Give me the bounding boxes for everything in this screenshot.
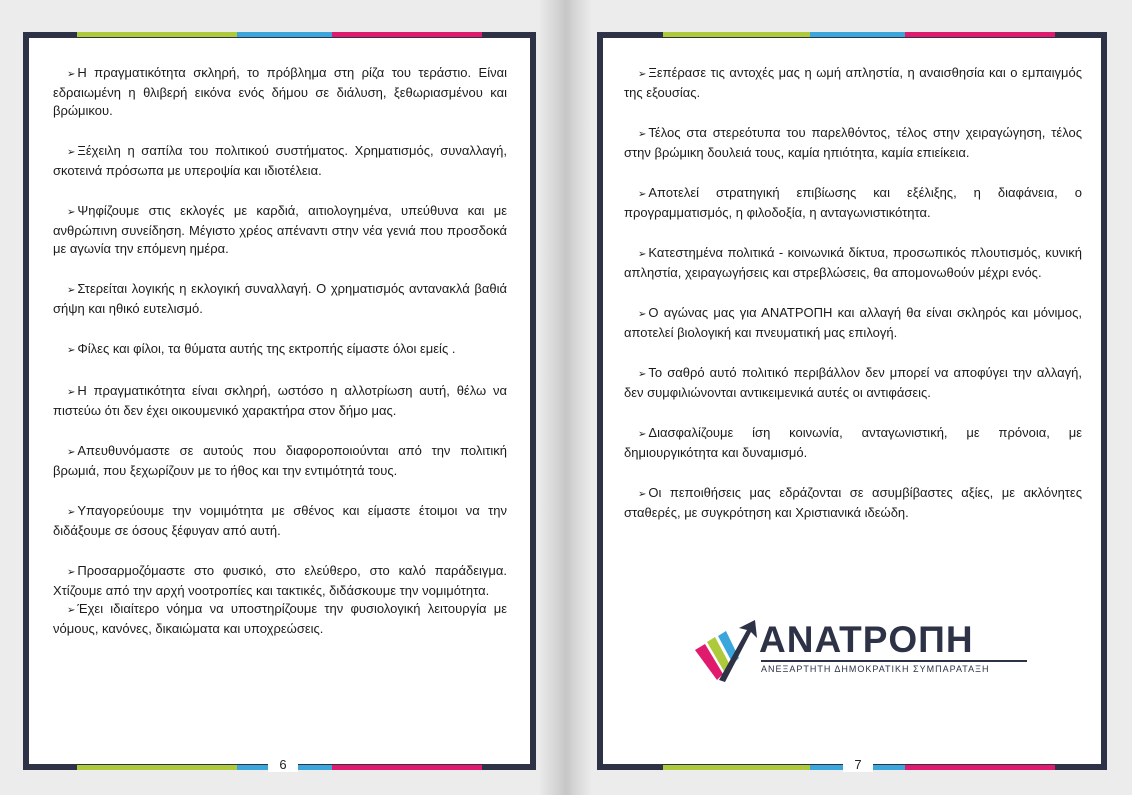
logo-subtitle: ΑΝΕΞΑΡΤΗΤΗ ΔΗΜΟΚΡΑΤΙΚΗ ΣΥΜΠΑΡΑΤΑΞΗ	[761, 660, 1027, 675]
paragraph: ➢ Ξεπέρασε τις αντοχές μας η ωμή απληστία, η αναισθησία και ο εμπαιγμός της εξουσίας.	[624, 65, 1082, 100]
top-stripe-green	[663, 32, 810, 37]
bottom-stripe-pink	[332, 765, 482, 770]
arrowhead-bullet-icon: ➢	[638, 129, 647, 140]
paragraph: ➢ Τέλος στα στερεότυπα του παρελθόντος, τέλος στην χειραγώγηση, τέλος στην βρώμικη δουλειά τους, καμία ηπιότητα, καμία επιείκεια.	[624, 125, 1082, 160]
paragraph: ➢ Έχει ιδιαίτερο νόημα να υποστηρίζουμε την φυσιολογική λειτουργία με νόμους, κανόνες, δικαιώματα και υποχρεώσεις.	[53, 601, 507, 636]
arrowhead-bullet-icon: ➢	[638, 429, 647, 440]
arrowhead-bullet-icon: ➢	[638, 309, 647, 320]
page-right	[597, 32, 1107, 770]
arrowhead-bullet-icon: ➢	[67, 207, 76, 218]
arrowhead-bullet-icon: ➢	[67, 447, 76, 458]
paragraph: ➢ Οι πεποιθήσεις μας εδράζονται σε ασυμβίβαστες αξίες, με ακλόνητες σταθερές, με συγκρότηση και Χριστιανικά ιδεώδη.	[624, 485, 1082, 520]
arrowhead-bullet-icon: ➢	[67, 147, 76, 158]
logo-title: ΑΝΑΤΡΟΠΗ	[759, 619, 974, 660]
arrowhead-bullet-icon: ➢	[67, 69, 76, 80]
paragraph: ➢ Κατεστημένα πολιτικά - κοινωνικά δίκτυα, προσωπικός πλουτισμός, κυνική απληστία, χειραγωγήσεις και στρεβλώσεις, θα απομονωθούν μέχρι ενός.	[624, 245, 1082, 280]
arrowhead-bullet-icon: ➢	[638, 69, 647, 80]
paragraph: ➢ Ξέχειλη η σαπίλα του πολιτικού συστήματος. Χρηματισμός, συναλλαγή, σκοτεινά πρόσωπα με υπεροψία και ιδιοτέλεια.	[53, 143, 507, 178]
paragraph: ➢ Διασφαλίζουμε ίση κοινωνία, ανταγωνιστική, με πρόνοια, με δημιουργικότητα και δυναμισμό.	[624, 425, 1082, 460]
page-number: 6	[268, 758, 298, 772]
arrowhead-bullet-icon: ➢	[638, 369, 647, 380]
top-stripe-pink	[332, 32, 482, 37]
paragraph: ➢ Το σαθρό αυτό πολιτικό περιβάλλον δεν μπορεί να αποφύγει την αλλαγή, δεν συμφιλιώνονται αντικειμενικά αυτές οι αντιφάσεις.	[624, 365, 1082, 400]
arrowhead-bullet-icon: ➢	[638, 489, 647, 500]
paragraph: ➢ Υπαγορεύουμε την νομιμότητα με σθένος και είμαστε έτοιμοι να την διδάξουμε σε όσους ξέφυγαν από αυτή.	[53, 503, 507, 538]
paragraph: ➢ Η πραγματικότητα είναι σκληρή, ωστόσο η αλλοτρίωση αυτή, θέλω να πιστεύω ότι δεν έχει οικουμενικό χαρακτήρα στον δήμο μας.	[53, 383, 507, 418]
bottom-stripe-green	[77, 765, 237, 770]
paragraph: ➢ Ψηφίζουμε στις εκλογές με καρδιά, αιτιολογημένα, υπεύθυνα και με ανθρώπινη συνείδηση. Μέγιστο χρέος απέναντι στην νέα γενιά που προσδοκά με αγωνία την επόμενη ημέρα.	[53, 203, 507, 256]
arrowhead-bullet-icon: ➢	[67, 285, 76, 296]
left-page-body	[53, 64, 507, 638]
book-gutter	[540, 0, 592, 795]
arrowhead-bullet-icon: ➢	[638, 249, 647, 260]
top-stripe-pink	[905, 32, 1055, 37]
right-page-body	[624, 64, 1082, 544]
top-stripe-blue	[237, 32, 332, 37]
top-stripe-green	[77, 32, 237, 37]
paragraph: ➢ Η πραγματικότητα σκληρή, το πρόβλημα στη ρίζα του τεράστιο. Είναι εδραιωμένη η θλιβερή εικόνα ενός δήμου σε διάλυση, ξεθωριασμένου και βρώμικου.	[53, 65, 507, 118]
arrowhead-bullet-icon: ➢	[67, 345, 76, 356]
rising-arrow-logo-icon	[693, 620, 763, 684]
paragraph: ➢ Στερείται λογικής η εκλογική συναλλαγή. Ο χρηματισμός αντανακλά βαθιά σήψη και ηθικό ευτελισμό.	[53, 281, 507, 316]
paragraph: ➢ Ο αγώνας μας για ΑΝΑΤΡΟΠΗ και αλλαγή θα είναι σκληρός και μόνιμος, αποτελεί βιολογική και πνευματική μας επιλογή.	[624, 305, 1082, 340]
page-number: 7	[843, 758, 873, 772]
arrowhead-bullet-icon: ➢	[67, 387, 76, 398]
anatropi-logo	[693, 620, 1033, 686]
paragraph: ➢ Φίλες και φίλοι, τα θύματα αυτής της εκτροπής είμαστε όλοι εμείς .	[67, 341, 456, 356]
bottom-stripe-pink	[905, 765, 1055, 770]
arrowhead-bullet-icon: ➢	[67, 567, 76, 578]
arrowhead-bullet-icon: ➢	[67, 605, 76, 616]
arrowhead-bullet-icon: ➢	[638, 189, 647, 200]
paragraph: ➢ Απευθυνόμαστε σε αυτούς που διαφοροποιούνται από την πολιτική βρωμιά, που ξεχωρίζουν με το ήθος και την εντιμότητά τους.	[53, 443, 507, 478]
bottom-stripe-green	[663, 765, 810, 770]
top-stripe-blue	[810, 32, 905, 37]
arrowhead-bullet-icon: ➢	[67, 507, 76, 518]
paragraph: ➢ Προσαρμοζόμαστε στο φυσικό, στο ελεύθερο, στο καλό παράδειγμα. Χτίζουμε από την αρχή νοοτροπίες και τακτικές, διδάσκουμε την νομιμότητα.	[53, 563, 507, 598]
paragraph: ➢ Αποτελεί στρατηγική επιβίωσης και εξέλιξης, η διαφάνεια, ο προγραμματισμός, η φιλοδοξία, η ανταγωνιστικότητα.	[624, 185, 1082, 220]
page-left	[23, 32, 536, 770]
